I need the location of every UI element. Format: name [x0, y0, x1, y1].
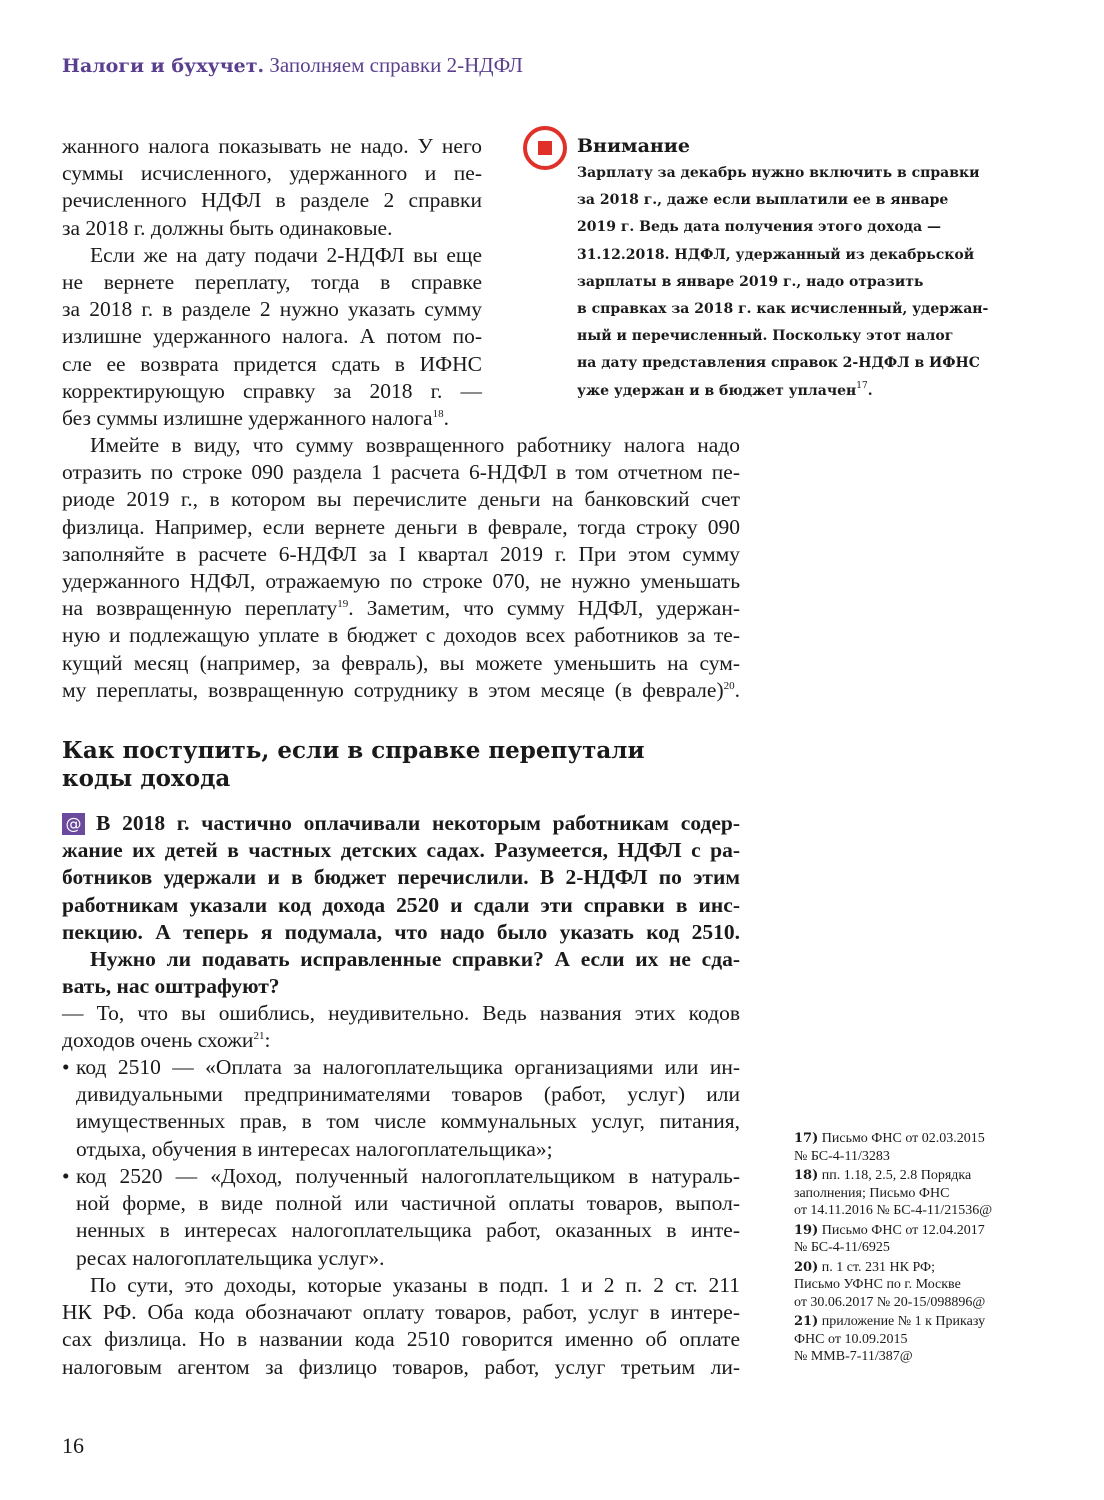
footnote-ref: 17 [856, 380, 868, 391]
footnote-text: от 14.11.2016 № БС-4-11/21536@ [794, 1203, 993, 1218]
footnote-text: Письмо ФНС от 02.03.2015 [821, 1131, 985, 1146]
text-line [62, 351, 482, 378]
line-text: на возвращенную переплату [62, 596, 338, 621]
line-text: пекцию. А теперь я подумала, что надо было указать код 2510. [62, 919, 740, 944]
footnote [794, 1222, 1024, 1257]
line-text: . [867, 382, 873, 399]
text-line [62, 837, 740, 864]
line-text: В 2018 г. частично оплачивали некоторым работникам содер- [96, 811, 740, 835]
body-text-2 [62, 1272, 740, 1381]
text-line [62, 187, 482, 214]
footnote-text: п. 1 ст. 231 НК РФ; [821, 1259, 935, 1275]
bullet-marker: • [62, 1055, 70, 1079]
line-text: му переплаты, возвращенную сотруднику в этом месяце (в феврале) [62, 677, 724, 702]
line-text: за 2018 г. должны быть одинаковые. [62, 215, 393, 240]
text-line [62, 650, 740, 677]
text-line [62, 1108, 740, 1135]
text-line [577, 214, 1017, 241]
text-line [62, 1299, 740, 1326]
line-text: не вернете переплату, тогда в справке [62, 269, 482, 294]
text-line [62, 595, 740, 622]
text-line [62, 1245, 740, 1272]
line-text: удержанного НДФЛ, отражаемую по строке 070, не нужно уменьшать [62, 568, 740, 593]
text-line [62, 1000, 740, 1027]
line-text: : [264, 1028, 271, 1053]
line-text: речисленного НДФЛ в разделе 2 справки [62, 188, 482, 213]
footnote [794, 1167, 1024, 1220]
text-line [62, 269, 482, 296]
text-line [62, 864, 740, 891]
text-line [62, 459, 740, 486]
header-section: Налоги и бухучет. [62, 55, 265, 77]
footnotes [794, 1130, 1024, 1368]
text-line [577, 160, 1017, 187]
text-line [62, 242, 482, 269]
text-line [62, 323, 482, 350]
line-text: в справках за 2018 г. как исчисленный, удержан- [577, 300, 989, 317]
line-text: доходов очень схожи [62, 1028, 254, 1053]
line-text: дивидуальными предпринимателями товаров (работ, услуг) или [76, 1082, 740, 1107]
line-text: без суммы излишне удержанного налога [62, 405, 433, 430]
line-text: риоде 2019 г., в котором вы перечислите деньги на банковский счет [62, 487, 740, 512]
line-text: 31.12.2018. НДФЛ, удержанный из декабрьской [577, 246, 975, 263]
page-number: 16 [62, 1433, 84, 1458]
line-text: кущий месяц (например, за февраль), вы можете уменьшить на сум- [62, 650, 740, 675]
line-text: вать, нас оштрафуют? [62, 974, 280, 999]
text-line [62, 1272, 740, 1299]
text-line [62, 1217, 740, 1244]
header-title: Заполняем справки 2-НДФЛ [269, 53, 523, 77]
footnote-number: 21) [794, 1314, 819, 1329]
line-text: жание их детей в частных детских садах. Разумеется, НДФЛ с ра- [62, 838, 740, 863]
text-line [62, 432, 740, 459]
line-text: отдыха, обучения в интересах налогоплательщика»; [76, 1136, 553, 1161]
text-line [62, 160, 482, 187]
question-at-icon: @ [62, 813, 85, 835]
footnote-ref: 20 [723, 679, 735, 692]
text-line [62, 296, 482, 323]
line-text: имущественных прав, в том числе коммунальных услуг, питания, [76, 1109, 740, 1134]
line-text: работникам указали код дохода 2520 и сдали эти справки в инс- [62, 892, 740, 917]
footnote-ref: 18 [432, 407, 444, 420]
footnote-text: пп. 1.18, 2.5, 2.8 Порядка [821, 1168, 972, 1183]
text-line [62, 973, 740, 1000]
footnote-number: 18) [794, 1168, 819, 1183]
text-line [62, 486, 740, 513]
line-text: сле ее возврата придется сдать в ИФНС [62, 351, 482, 376]
text-line [62, 1136, 740, 1163]
text-line [577, 242, 1017, 269]
attention-callout [577, 133, 1017, 405]
line-text: . Заметим, что сумму НДФЛ, удержан- [348, 596, 740, 621]
callout-title: Внимание [577, 135, 690, 157]
footnote-text: заполнения; Письмо ФНС [794, 1185, 950, 1201]
text-line [577, 296, 1017, 323]
footnote-ref: 19 [337, 598, 349, 611]
text-line [577, 350, 1017, 377]
line-text: Зарплату за декабрь нужно включить в справки [577, 165, 980, 181]
line-text: отразить по строке 090 раздела 1 расчета 6-НДФЛ в том отчетном пе- [62, 460, 740, 485]
text-line [577, 378, 1017, 405]
text-line [62, 541, 740, 568]
text-line [62, 1326, 740, 1353]
line-text: суммы исчисленного, удержанного и пе- [62, 161, 482, 186]
line-text: на дату представления справок 2-НДФЛ в ИФНС [577, 355, 980, 372]
line-text: за 2018 г. в разделе 2 нужно указать сумму [62, 297, 482, 322]
left-column-text [62, 133, 482, 432]
text-line [62, 1163, 740, 1190]
line-text: ной форме, в виде полной или частичной оплаты товаров, выпол- [76, 1191, 740, 1216]
text-line [62, 622, 740, 649]
footnote [794, 1313, 1024, 1366]
text-line [62, 677, 740, 704]
footnote-text: Письмо УФНС по г. Москве [794, 1277, 961, 1292]
text-line [62, 514, 740, 541]
line-text: 2019 г. Ведь дата получения этого дохода — [577, 219, 942, 236]
line-text: зарплаты в январе 2019 г., надо отразить [577, 273, 924, 290]
line-text: . [443, 405, 449, 430]
footnote [794, 1130, 1024, 1165]
line-text: заполняйте в расчете 6-НДФЛ за I квартал 2019 г. При этом сумму [62, 541, 740, 566]
line-text: По сути, это доходы, которые указаны в подп. 1 и 2 п. 2 ст. 211 [90, 1273, 740, 1297]
line-text: ненных в интересах налогоплательщика работ, оказанных в инте- [76, 1218, 740, 1243]
text-line [62, 892, 740, 919]
running-header [62, 53, 523, 78]
reader-question [62, 810, 740, 1000]
line-text: НК РФ. Оба кода обозначают оплату товаров, работ, услуг в интере- [62, 1300, 740, 1325]
line-text: Имейте в виду, что сумму возвращенного работнику налога надо [90, 433, 740, 457]
line-text: — То, что вы ошиблись, неудивительно. Ведь названия этих кодов [62, 1001, 740, 1025]
text-line [577, 323, 1017, 350]
footnote-number: 19) [794, 1222, 819, 1238]
footnote-text: ФНС от 10.09.2015 [794, 1331, 908, 1347]
line-text: ботников удержали и в бюджет перечислили. В 2-НДФЛ по этим [62, 865, 740, 890]
text-line [62, 946, 740, 973]
line-text: . [734, 677, 740, 702]
footnote-text: приложение № 1 к Приказу [821, 1314, 986, 1329]
text-line [62, 405, 482, 432]
footnote-number: 20) [794, 1259, 819, 1275]
text-line [62, 1027, 740, 1054]
text-line [62, 1081, 740, 1108]
footnote-text: Письмо ФНС от 12.04.2017 [821, 1222, 985, 1238]
line-text: жанного налога показывать не надо. У него [62, 134, 482, 158]
line-text: код 2520 — «Доход, полученный налогоплательщиком в натураль- [76, 1164, 740, 1188]
line-text: физлица. Например, если вернете деньги в феврале, тогда строку 090 [62, 514, 740, 539]
footnote-text: № ММВ-7-11/387@ [794, 1349, 913, 1364]
text-line [577, 187, 1017, 214]
footnote-text: от 30.06.2017 № 20-15/098896@ [794, 1294, 986, 1310]
line-text: Нужно ли подавать исправленные справки? А если их не сда- [90, 946, 740, 971]
bullet-marker: • [62, 1164, 70, 1188]
text-line [62, 568, 740, 595]
heading-line: Как поступить, если в справке перепутали [62, 737, 645, 764]
heading-line: коды дохода [62, 765, 231, 792]
footnote [794, 1259, 1024, 1312]
line-text: ный и перечисленный. Поскольку этот налог [577, 328, 954, 345]
text-line [62, 919, 740, 946]
line-text: корректирующую справку за 2018 г. — [62, 378, 482, 403]
text-line [62, 1190, 740, 1217]
bullet-item [62, 1163, 740, 1272]
text-line [62, 378, 482, 405]
text-line [62, 133, 482, 160]
line-text: сах физлица. Но в названии кода 2510 говорится именно об оплате [62, 1327, 740, 1352]
line-text: уже удержан и в бюджет уплачен [577, 382, 857, 399]
footnote-text: № БС-4-11/6925 [794, 1240, 890, 1255]
callout-body [577, 160, 1017, 405]
line-text: Если же на дату подачи 2-НДФЛ вы еще [90, 242, 482, 267]
body-text-1 [62, 432, 740, 704]
text-line [62, 1054, 740, 1081]
text-line [62, 215, 482, 242]
footnote-text: № БС-4-11/3283 [794, 1148, 890, 1164]
line-text: за 2018 г., даже если выплатили ее в январе [577, 192, 949, 209]
warning-stop-icon [523, 126, 567, 170]
text-line [62, 1354, 740, 1381]
answer-text [62, 1000, 740, 1054]
bullet-item [62, 1054, 740, 1163]
line-text: ную и подлежащую уплате в бюджет с доходов всех работников за те- [62, 623, 740, 648]
line-text: излишне удержанного налога. А потом по- [62, 324, 482, 349]
text-line [62, 810, 740, 837]
footnote-number: 17) [794, 1131, 819, 1146]
line-text: ресах налогоплательщика услуг». [76, 1245, 385, 1270]
section-heading [62, 737, 645, 793]
line-text: код 2510 — «Оплата за налогоплательщика организациями или ин- [76, 1055, 740, 1079]
line-text: налоговым агентом за физлицо товаров, работ, услуг третьим ли- [62, 1354, 740, 1379]
text-line [577, 269, 1017, 296]
footnote-ref: 21 [253, 1030, 265, 1043]
